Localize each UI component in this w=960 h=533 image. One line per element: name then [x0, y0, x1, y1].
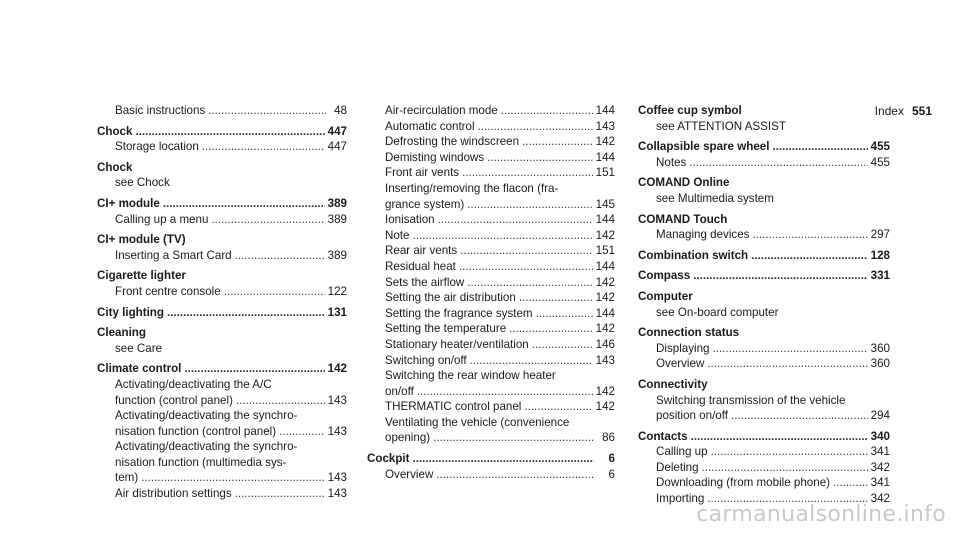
- dot-leader: [833, 476, 868, 489]
- index-subentry: [367, 166, 615, 182]
- page-reference[interactable]: 128: [870, 248, 890, 262]
- page-reference[interactable]: 447: [327, 124, 347, 138]
- entry-text: Activating/deactivating the A/C: [115, 377, 272, 391]
- index-subentry: [367, 385, 615, 401]
- index-subentry: [97, 249, 347, 265]
- page-reference[interactable]: 143: [327, 471, 347, 485]
- index-subentry: [97, 378, 347, 394]
- index-subentry: [367, 322, 615, 338]
- dot-leader: [224, 285, 325, 298]
- index-headword: [97, 269, 347, 285]
- page-reference[interactable]: 122: [327, 284, 347, 298]
- entry-text: Computer: [638, 289, 693, 303]
- page-reference[interactable]: 297: [870, 228, 890, 242]
- index-headword: [638, 140, 890, 156]
- entry-text: Cigarette lighter: [97, 269, 186, 283]
- index-headword: [638, 430, 890, 446]
- entry-text: Climate control: [97, 362, 182, 376]
- index-subentry: [367, 338, 615, 354]
- index-subentry: [97, 213, 347, 229]
- entry-text: Air distribution settings: [115, 487, 232, 501]
- page-reference[interactable]: 144: [595, 104, 615, 117]
- entry-text: Defrosting the windscreen: [385, 135, 520, 149]
- entry-text: function (control panel): [115, 393, 233, 407]
- page-reference[interactable]: 144: [595, 259, 615, 273]
- entry-text: Chock: [97, 124, 133, 138]
- dot-leader: [524, 400, 592, 413]
- dot-leader: [772, 140, 867, 153]
- dot-leader: [536, 307, 593, 320]
- entry-text: Connectivity: [638, 377, 708, 391]
- entry-text: Air-recirculation mode: [385, 104, 498, 117]
- entry-text: Compass: [638, 269, 691, 283]
- entry-text: Rear air vents: [385, 244, 458, 258]
- index-headword: [638, 104, 890, 120]
- entry-text: see ATTENTION ASSIST: [656, 119, 786, 133]
- index-subentry: [97, 342, 347, 358]
- index-headword: [97, 233, 347, 249]
- page-reference[interactable]: 143: [327, 424, 347, 438]
- dot-leader: [711, 445, 868, 458]
- page-reference[interactable]: 144: [595, 150, 615, 164]
- index-subentry: [638, 192, 890, 208]
- entry-text: Contacts: [638, 429, 688, 443]
- page-reference[interactable]: 342: [870, 492, 890, 506]
- entry-text: nisation function (multimedia sys-: [115, 455, 287, 469]
- index-subentry: [638, 357, 890, 373]
- page-reference[interactable]: 6: [608, 467, 615, 481]
- index-subentry: [638, 445, 890, 461]
- entry-text: Connection status: [638, 326, 740, 340]
- page-reference[interactable]: 142: [595, 384, 615, 398]
- index-subentry: [638, 120, 890, 136]
- dot-leader: [689, 156, 867, 169]
- page-reference[interactable]: 294: [870, 409, 890, 423]
- entry-text: see Care: [115, 341, 163, 355]
- page-reference[interactable]: 151: [595, 244, 615, 258]
- dot-leader: [519, 291, 593, 304]
- index-subentry: [638, 306, 890, 322]
- entry-text: Collapsible spare wheel: [638, 140, 770, 154]
- index-subentry: [97, 425, 347, 441]
- entry-text: Setting the fragrance system: [385, 306, 533, 320]
- dot-leader: [509, 322, 592, 335]
- index-subentry: [367, 135, 615, 151]
- dot-leader: [459, 260, 593, 273]
- entry-text: Setting the air distribution: [385, 291, 516, 305]
- index-subentry: [97, 285, 347, 301]
- entry-text: Overview: [385, 467, 434, 481]
- entry-text: Note: [385, 228, 410, 242]
- page-reference[interactable]: 341: [870, 445, 890, 459]
- entry-text: nisation function (control panel): [115, 424, 277, 438]
- entry-text: Setting the temperature: [385, 322, 507, 336]
- entry-text: see Chock: [115, 176, 170, 190]
- index-subentry: [367, 400, 615, 416]
- dot-leader: [279, 425, 325, 438]
- index-headword: [638, 269, 890, 285]
- dot-leader: [235, 487, 325, 500]
- index-column-1: [97, 104, 347, 503]
- entry-text: Combination switch: [638, 248, 749, 262]
- page-reference[interactable]: 455: [870, 140, 890, 154]
- dot-leader: [713, 342, 868, 355]
- entry-text: City lighting: [97, 305, 164, 319]
- dot-leader: [436, 468, 594, 481]
- entry-text: tem): [115, 471, 139, 485]
- dot-leader: [413, 229, 593, 242]
- index-subentry: [367, 276, 615, 292]
- index-headword: [97, 362, 347, 378]
- dot-leader: [467, 276, 592, 289]
- page-reference[interactable]: 143: [595, 119, 615, 133]
- page-reference[interactable]: 48: [334, 104, 347, 117]
- dot-leader: [208, 104, 326, 117]
- index-headword: [638, 378, 890, 394]
- index-headword: [638, 326, 890, 342]
- index-subentry: [367, 431, 615, 447]
- page-reference[interactable]: 142: [595, 275, 615, 289]
- entry-text: Displaying: [656, 341, 710, 355]
- index-headword: [638, 249, 890, 265]
- entry-text: Managing devices: [656, 228, 750, 242]
- entry-text: Overview: [656, 357, 705, 371]
- index-subentry: [638, 409, 890, 425]
- entry-text: Basic instructions: [115, 104, 206, 117]
- dot-leader: [702, 461, 868, 474]
- entry-text: CI+ module (TV): [97, 233, 186, 247]
- page-reference[interactable]: 143: [327, 487, 347, 501]
- dot-leader: [751, 249, 868, 262]
- index-subentry: [97, 456, 347, 472]
- index-subentry: [97, 487, 347, 503]
- index-subentry: [97, 140, 347, 156]
- dot-leader: [693, 269, 867, 282]
- index-headword: [638, 290, 890, 306]
- index-subentry: [367, 229, 615, 245]
- index-subentry: [97, 176, 347, 192]
- watermark-text: carmanualsonline.info: [696, 502, 946, 527]
- index-subentry: [367, 468, 615, 484]
- index-headword: [97, 161, 347, 177]
- index-subentry: [97, 104, 347, 120]
- index-subentry: [367, 182, 615, 198]
- entry-text: Calling up a menu: [115, 212, 209, 226]
- index-subentry: [97, 440, 347, 456]
- entry-text: position on/off: [656, 409, 728, 423]
- entry-text: Demisting windows: [385, 150, 485, 164]
- dot-leader: [462, 166, 593, 179]
- entry-text: opening): [385, 431, 431, 445]
- dot-leader: [417, 385, 593, 398]
- index-subentry: [97, 394, 347, 410]
- dot-leader: [467, 198, 592, 211]
- index-subentry: [638, 228, 890, 244]
- index-subentry: [367, 307, 615, 323]
- dot-leader: [438, 213, 593, 226]
- index-subentry: [638, 476, 890, 492]
- dot-leader: [460, 244, 592, 257]
- index-headword: [638, 176, 890, 192]
- index-headword: [638, 213, 890, 229]
- index-headword: [97, 197, 347, 213]
- index-headword: [367, 452, 615, 468]
- page-reference[interactable]: 342: [870, 460, 890, 474]
- page-reference[interactable]: 145: [595, 197, 615, 211]
- page-reference[interactable]: 389: [327, 196, 347, 210]
- page-reference[interactable]: 86: [602, 431, 615, 445]
- dot-leader: [211, 213, 324, 226]
- page-reference[interactable]: 142: [595, 400, 615, 414]
- page-reference[interactable]: 389: [327, 212, 347, 226]
- dot-leader: [135, 125, 324, 138]
- page-reference[interactable]: 360: [870, 357, 890, 371]
- page-reference[interactable]: 142: [595, 322, 615, 336]
- page-reference[interactable]: 331: [870, 269, 890, 283]
- entry-text: grance system): [385, 197, 465, 211]
- page-reference[interactable]: 340: [870, 429, 890, 443]
- entry-text: CI+ module: [97, 196, 160, 210]
- dot-leader: [478, 120, 593, 133]
- entry-text: on/off: [385, 384, 414, 398]
- index-label: Index: [874, 104, 904, 118]
- page-reference[interactable]: 143: [595, 353, 615, 367]
- index-subentry: [367, 260, 615, 276]
- dot-leader: [184, 362, 324, 375]
- page-reference[interactable]: 389: [327, 248, 347, 262]
- entry-text: see Multimedia system: [656, 191, 774, 205]
- page-reference[interactable]: 142: [327, 362, 347, 376]
- index-subentry: [367, 291, 615, 307]
- page-reference[interactable]: 447: [327, 140, 347, 154]
- entry-text: Residual heat: [385, 259, 456, 273]
- dot-leader: [202, 140, 325, 153]
- entry-text: COMAND Touch: [638, 212, 728, 226]
- index-subentry: [367, 369, 615, 385]
- entry-text: COMAND Online: [638, 176, 730, 190]
- dot-leader: [752, 228, 867, 241]
- dot-leader: [236, 394, 325, 407]
- dot-leader: [532, 338, 593, 351]
- index-subentry: [367, 354, 615, 370]
- index-headword: [97, 326, 347, 342]
- index-subentry: [638, 394, 890, 410]
- entry-text: Automatic control: [385, 119, 475, 133]
- page-reference[interactable]: 142: [595, 135, 615, 149]
- entry-text: see On-board computer: [656, 305, 779, 319]
- index-subentry: [97, 409, 347, 425]
- entry-text: Ventilating the vehicle (convenience: [385, 415, 570, 429]
- dot-leader: [522, 135, 593, 148]
- entry-text: Stationary heater/ventilation: [385, 337, 529, 351]
- index-subentry: [367, 151, 615, 167]
- index-subentry: [367, 416, 615, 432]
- dot-leader: [163, 197, 325, 210]
- dot-leader: [141, 471, 324, 484]
- index-subentry: [367, 213, 615, 229]
- entry-text: Coffee cup symbol: [638, 104, 742, 117]
- entry-text: Front air vents: [385, 166, 460, 180]
- index-column-3: [638, 104, 890, 508]
- page-reference[interactable]: 144: [595, 213, 615, 227]
- dot-leader: [167, 306, 325, 319]
- entry-text: Sets the airflow: [385, 275, 465, 289]
- page-reference[interactable]: 131: [327, 305, 347, 319]
- entry-text: Notes: [656, 155, 687, 169]
- page-reference[interactable]: 142: [595, 228, 615, 242]
- page-reference[interactable]: 144: [595, 306, 615, 320]
- index-subentry: [367, 198, 615, 214]
- index-subentry: [367, 244, 615, 260]
- entry-text: Cockpit: [367, 452, 410, 466]
- entry-text: Storage location: [115, 140, 199, 154]
- index-subentry: [638, 342, 890, 358]
- dot-leader: [487, 151, 592, 164]
- page-reference[interactable]: 455: [870, 155, 890, 169]
- page-reference[interactable]: 142: [595, 291, 615, 305]
- entry-text: Switching on/off: [385, 353, 467, 367]
- dot-leader: [235, 249, 325, 262]
- entry-text: Chock: [97, 160, 133, 174]
- page-reference[interactable]: 151: [595, 166, 615, 180]
- entry-text: Calling up: [656, 445, 708, 459]
- entry-text: Inserting/removing the flacon (fra-: [385, 181, 559, 195]
- entry-text: Importing: [656, 492, 705, 506]
- page-reference[interactable]: 6: [608, 452, 615, 466]
- index-subentry: [638, 156, 890, 172]
- entry-text: Activating/deactivating the synchro-: [115, 440, 298, 454]
- dot-leader: [731, 409, 868, 422]
- index-subentry: [367, 120, 615, 136]
- entry-text: Downloading (from mobile phone): [656, 476, 830, 490]
- page-number: 551: [911, 104, 932, 118]
- page-reference[interactable]: 143: [327, 393, 347, 407]
- entry-text: THERMATIC control panel: [385, 400, 522, 414]
- dot-leader: [433, 431, 594, 444]
- dot-leader: [501, 104, 593, 117]
- dot-leader: [707, 357, 867, 370]
- entry-text: Inserting a Smart Card: [115, 248, 232, 262]
- index-subentry: [97, 471, 347, 487]
- index-subentry: [638, 461, 890, 477]
- entry-text: Cleaning: [97, 326, 146, 340]
- entry-text: Switching transmission of the vehicle: [656, 393, 846, 407]
- index-subentry: [367, 104, 615, 120]
- entry-text: Ionisation: [385, 213, 435, 227]
- entry-text: Deleting: [656, 460, 699, 474]
- dot-leader: [691, 430, 868, 443]
- dot-leader: [413, 452, 594, 465]
- page-reference[interactable]: 146: [595, 337, 615, 351]
- page-reference[interactable]: 360: [870, 341, 890, 355]
- entry-text: Front centre console: [115, 284, 221, 298]
- entry-text: Switching the rear window heater: [385, 369, 556, 383]
- index-headword: [97, 306, 347, 322]
- entry-text: Activating/deactivating the synchro-: [115, 409, 298, 423]
- index-headword: [97, 125, 347, 141]
- page-reference[interactable]: 341: [870, 476, 890, 490]
- dot-leader: [470, 354, 593, 367]
- index-column-2: [367, 104, 615, 483]
